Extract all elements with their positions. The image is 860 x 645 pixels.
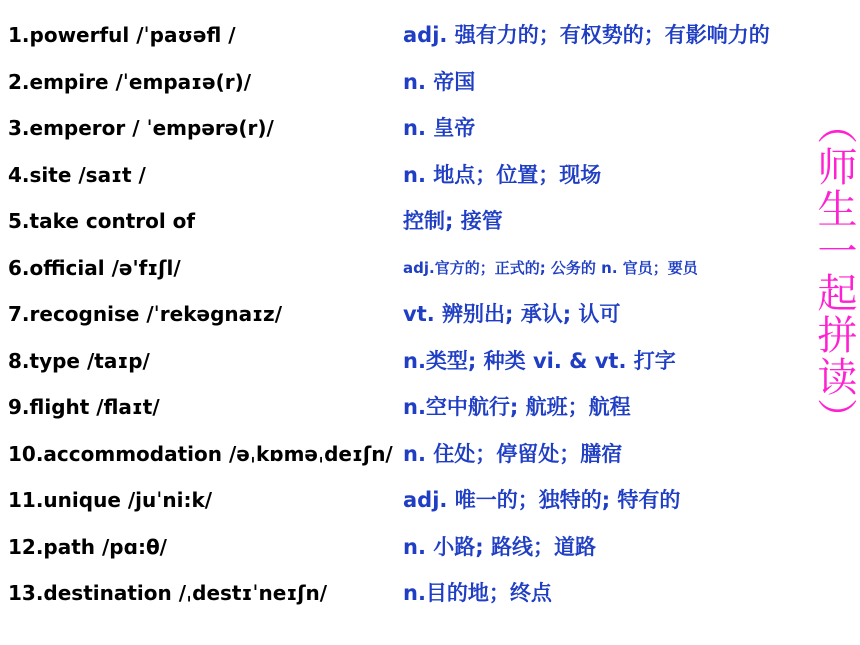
vocab-definition: 控制; 接管	[403, 209, 503, 233]
vocab-definition: vt. 辨别出; 承认; 认可	[403, 302, 621, 326]
vocab-term: 5.take control of	[8, 209, 196, 233]
vocab-row	[0, 477, 860, 524]
vocab-row	[0, 105, 860, 152]
vocab-term: 6.official /ə'fɪʃl/	[8, 255, 181, 280]
vocab-term: 9.flight /flaɪt/	[8, 395, 160, 419]
vocab-term: 1.powerful /ˈpaʊəfl /	[8, 23, 236, 47]
vocab-row	[0, 245, 860, 292]
vocab-row	[0, 59, 860, 106]
side-note	[810, 104, 858, 440]
vocab-term: 11.unique /juˈni:k/	[8, 488, 213, 512]
vocab-row	[0, 338, 860, 385]
vocab-term: 12.path /pɑ:θ/	[8, 534, 167, 559]
vocab-term: 2.empire /ˈempaɪə(r)/	[8, 69, 252, 94]
vocab-row	[0, 152, 860, 199]
vocab-definition: adj. 唯一的；独特的; 特有的	[403, 488, 681, 512]
vocab-term: 7.recognise /ˈrekəgnaɪz/	[8, 302, 283, 326]
vocab-definition: n. 小路; 路线；道路	[403, 534, 596, 559]
vocab-definition: n. 地点；位置；现场	[403, 162, 602, 187]
vocab-row	[0, 291, 860, 338]
vocab-definition: n. 皇帝	[403, 116, 476, 140]
vocab-row	[0, 384, 860, 431]
vocab-term: 8.type /taɪp/	[8, 348, 150, 373]
vocab-definition: n. 住处；停留处；膳宿	[403, 441, 623, 466]
vocab-definition: adj. 强有力的；有权势的；有影响力的	[403, 23, 770, 47]
vocab-term: 4.site /saɪt /	[8, 162, 146, 187]
vocab-definition: n.类型; 种类 vi. & vt. 打字	[403, 348, 676, 373]
side-note-text: （师生一起拼读）	[811, 104, 857, 440]
vocab-row	[0, 198, 860, 245]
vocab-definition: n.目的地；终点	[403, 581, 552, 605]
vocab-definition: adj.官方的；正式的; 公务的 n. 官员；要员	[403, 258, 698, 277]
vocab-term: 3.emperor / ˈempərə(r)/	[8, 116, 274, 140]
vocab-row	[0, 524, 860, 571]
vocab-row	[0, 570, 860, 617]
vocab-definition: n. 帝国	[403, 69, 476, 94]
vocab-definition: n.空中航行; 航班；航程	[403, 395, 631, 419]
vocab-term: 13.destination /ˌdestɪˈneɪʃn/	[8, 581, 328, 605]
vocab-row	[0, 12, 860, 59]
vocab-term: 10.accommodation /əˌkɒməˌdeɪʃn/	[8, 441, 393, 466]
vocab-row	[0, 431, 860, 478]
